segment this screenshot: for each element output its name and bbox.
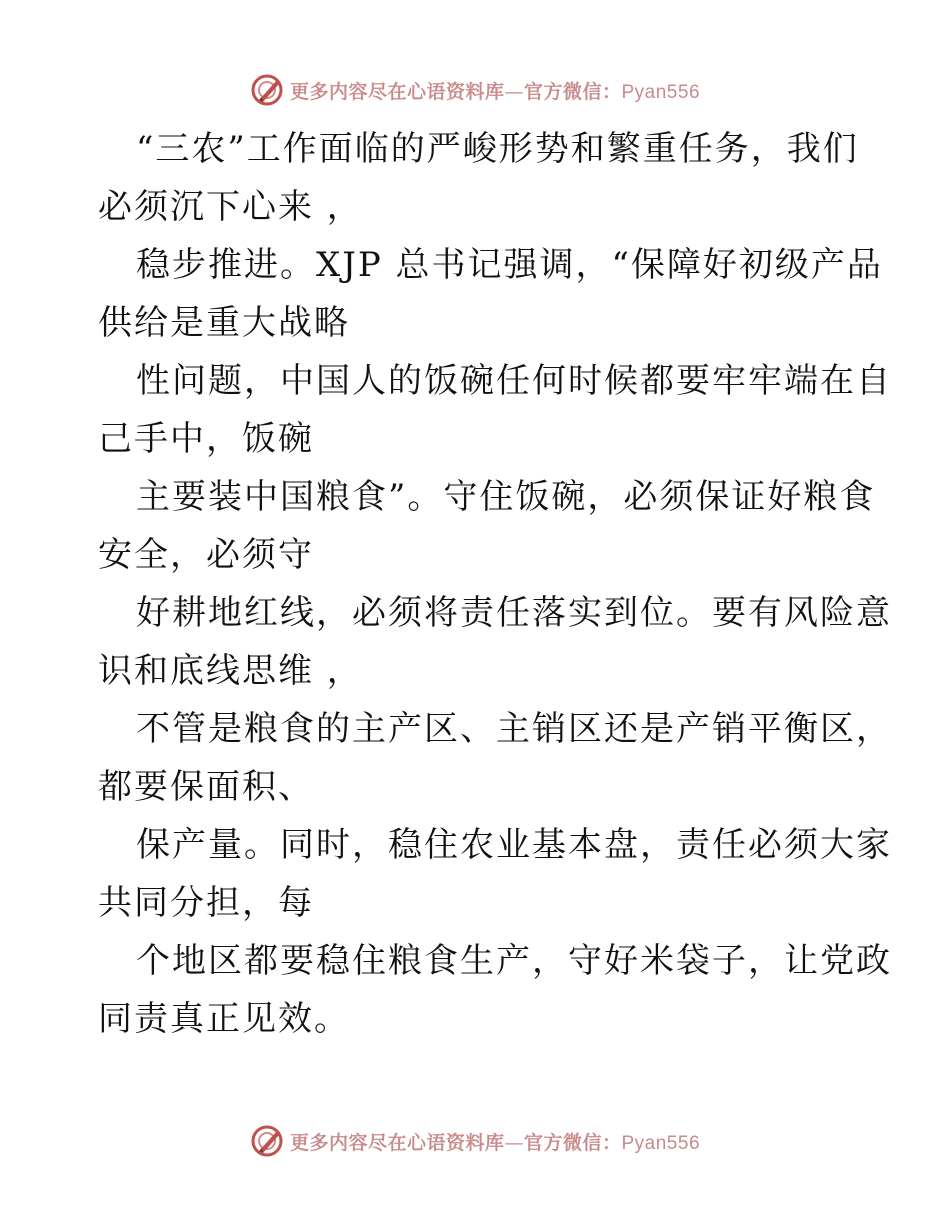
paragraph-line: 性问题，中国人的饭碗任何时候都要牢牢端在自 xyxy=(136,361,892,401)
paragraph xyxy=(98,352,892,468)
paragraph-line: 供给是重大战略 xyxy=(98,303,350,343)
header-wechat-id: Pyan556 xyxy=(621,81,701,103)
paragraph-line: 安全，必须守 xyxy=(98,535,314,575)
header-site-text: 更多内容尽在心语资料库 xyxy=(289,80,505,103)
paragraph-line: 同责真正见效。 xyxy=(98,999,350,1039)
footer-watermark xyxy=(0,1121,950,1161)
paragraph xyxy=(98,468,876,584)
footer-site-text: 更多内容尽在心语资料库 xyxy=(289,1131,505,1154)
paragraph-line: 稳步推进。XJP 总书记强调，“保障好初级产品 xyxy=(136,245,883,285)
header-dash: — xyxy=(504,80,524,103)
paragraph xyxy=(98,932,892,1048)
paragraph xyxy=(98,120,859,236)
paragraph-line: 识和底线思维 ， xyxy=(98,651,363,691)
footer-dash: — xyxy=(504,1131,524,1154)
paragraph-line: 主要装中国粮食”。守住饭碗，必须保证好粮食 xyxy=(136,477,876,517)
paragraph-line: “三农”工作面临的严峻形势和繁重任务，我们 xyxy=(136,129,859,169)
header-watermark xyxy=(0,70,950,110)
paragraph-line: 都要保面积、 xyxy=(98,767,314,807)
footer-wechat-id: Pyan556 xyxy=(621,1132,701,1154)
document-body xyxy=(98,120,892,1048)
paragraph xyxy=(98,584,892,700)
paragraph-line: 保产量。同时，稳住农业基本盘，责任必须大家 xyxy=(136,825,892,865)
paragraph-line: 个地区都要稳住粮食生产，守好米袋子，让党政 xyxy=(136,941,892,981)
paragraph xyxy=(98,236,883,352)
header-wechat-label: 官方微信： xyxy=(523,80,622,103)
paragraph-line: 共同分担，每 xyxy=(98,883,314,923)
paragraph xyxy=(98,816,892,932)
paragraph-line: 好耕地红线，必须将责任落实到位。要有风险意 xyxy=(136,593,892,633)
paragraph-line: 己手中，饭碗 xyxy=(98,419,314,459)
logo-icon xyxy=(250,73,284,107)
paragraph-line: 不管是粮食的主产区、主销区还是产销平衡区， xyxy=(136,709,892,749)
paragraph xyxy=(98,700,892,816)
paragraph-line: 必须沉下心来 ， xyxy=(98,187,363,227)
logo-icon xyxy=(250,1124,284,1158)
footer-wechat-label: 官方微信： xyxy=(523,1131,622,1154)
